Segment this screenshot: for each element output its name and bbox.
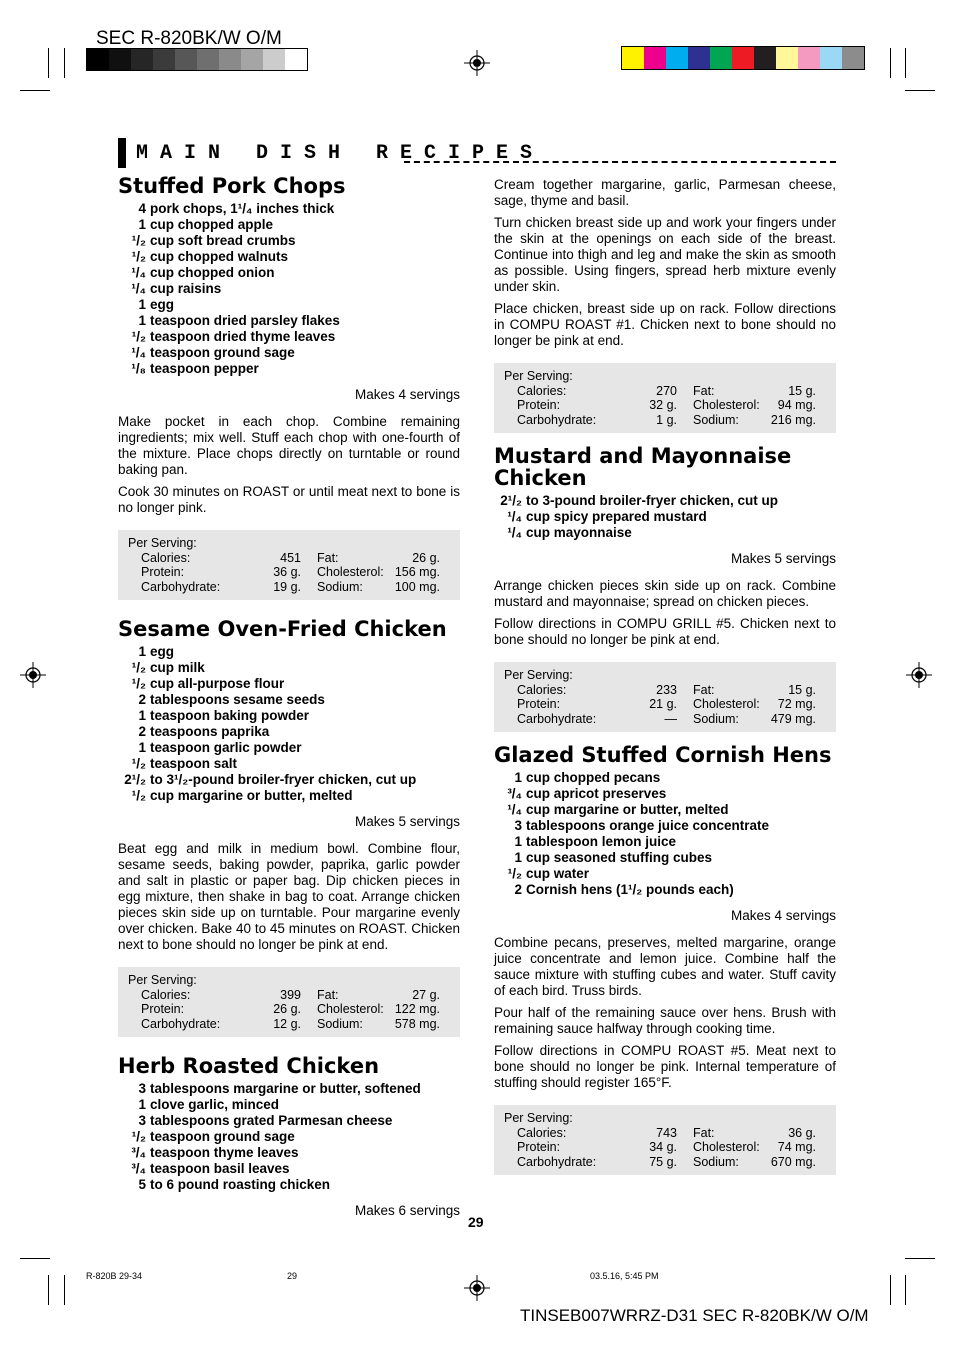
color-swatch bbox=[754, 47, 776, 69]
color-swatch bbox=[732, 47, 754, 69]
ingredient-list bbox=[118, 644, 460, 804]
nutrition-value: 578 mg. bbox=[394, 1016, 440, 1031]
nutrition-label: Fat: bbox=[693, 682, 715, 697]
nutrition-value: 100 mg. bbox=[394, 579, 440, 594]
nutrition-label: Protein: bbox=[141, 565, 185, 579]
color-swatch bbox=[241, 49, 263, 70]
ingredient-quantity: ¹/₄ bbox=[131, 281, 146, 296]
registration-mark-icon bbox=[464, 1275, 490, 1301]
ingredient-text: cup apricot preserves bbox=[526, 786, 667, 801]
ingredient-text: cup chopped pecans bbox=[526, 770, 661, 785]
ingredient-item bbox=[118, 740, 460, 756]
ingredient-text: tablespoons grated Parmesan cheese bbox=[150, 1113, 393, 1128]
footer-date-label: 03.5.16, 5:45 PM bbox=[590, 1271, 659, 1281]
color-swatch bbox=[798, 47, 820, 69]
directions-paragraph: Pour half of the remaining sauce over hens. Brush with remaining sauce halfway through cooking time. bbox=[494, 1005, 836, 1036]
nutrition-value: 21 g. bbox=[649, 697, 677, 711]
nutrition-label: Carbohydrate: bbox=[141, 1016, 221, 1031]
ingredient-text: cup chopped walnuts bbox=[150, 249, 289, 264]
ingredient-item bbox=[494, 770, 836, 786]
nutrition-heading: Per Serving: bbox=[504, 668, 573, 682]
color-swatch bbox=[666, 47, 688, 69]
nutrition-value: 270 bbox=[656, 383, 677, 398]
nutrition-value: 233 bbox=[656, 682, 677, 697]
ingredient-item bbox=[118, 1113, 460, 1129]
ingredient-text: clove garlic, minced bbox=[150, 1097, 280, 1112]
ingredient-quantity: ¹/₂ bbox=[131, 676, 146, 691]
nutrition-box bbox=[118, 967, 460, 1037]
recipe-title: Mustard and Mayonnaise Chicken bbox=[494, 444, 792, 490]
nutrition-label: Cholesterol: bbox=[693, 1140, 760, 1154]
nutrition-box bbox=[494, 1105, 836, 1175]
ingredient-text: teaspoon ground sage bbox=[150, 345, 295, 360]
crop-mark bbox=[890, 48, 891, 78]
recipe-title: Sesame Oven-Fried Chicken bbox=[118, 617, 447, 641]
nutrition-value: 36 g. bbox=[788, 1125, 816, 1140]
left-column bbox=[118, 175, 460, 1230]
ingredient-quantity: ¹/₄ bbox=[131, 265, 146, 280]
color-swatch bbox=[175, 49, 197, 70]
nutrition-value: 74 mg. bbox=[777, 1140, 816, 1154]
crop-mark bbox=[64, 1275, 65, 1305]
color-swatch bbox=[820, 47, 842, 69]
ingredient-item bbox=[118, 281, 460, 297]
nutrition-label: Cholesterol: bbox=[693, 398, 760, 412]
ingredient-quantity: ¹/₄ bbox=[507, 525, 522, 540]
ingredient-text: teaspoon dried thyme leaves bbox=[150, 329, 336, 344]
ingredient-quantity: ¹/₄ bbox=[131, 345, 146, 360]
directions-paragraph: Beat egg and milk in medium bowl. Combine flour, sesame seeds, baking powder, paprika, garlic powder and salt in plastic or paper bag. Dip chicken pieces in egg mixture, then shake in bag to coat. Arrange chicken pieces skin side up on turntable. Pour margarine evenly over chicken. Bake 40 to 45 minutes on ROAST. Chicken next to bone should no longer be pink at end. bbox=[118, 841, 460, 952]
nutrition-label: Calories: bbox=[517, 383, 567, 398]
ingredient-item bbox=[118, 329, 460, 345]
nutrition-label: Carbohydrate: bbox=[517, 1154, 597, 1169]
registration-mark-icon bbox=[906, 662, 932, 688]
ingredient-text: egg bbox=[150, 297, 175, 312]
nutrition-label: Fat: bbox=[693, 1125, 715, 1140]
ingredient-list bbox=[494, 493, 836, 541]
color-swatch bbox=[131, 49, 153, 70]
ingredient-item bbox=[118, 788, 460, 804]
color-swatch bbox=[153, 49, 175, 70]
ingredient-text: teaspoon baking powder bbox=[150, 708, 310, 723]
nutrition-value: 156 mg. bbox=[394, 565, 440, 579]
ingredient-text: cup water bbox=[526, 866, 590, 881]
ingredient-text: tablespoon lemon juice bbox=[526, 834, 677, 849]
nutrition-value: 94 mg. bbox=[777, 398, 816, 412]
ingredient-text: cup chopped apple bbox=[150, 217, 274, 232]
ingredient-quantity: 2 bbox=[138, 692, 146, 707]
crop-mark bbox=[905, 90, 935, 91]
nutrition-label: Fat: bbox=[693, 383, 715, 398]
nutrition-label: Protein: bbox=[141, 1002, 185, 1016]
ingredient-text: tablespoons margarine or butter, softened bbox=[150, 1081, 421, 1096]
section-title: MAIN DISH RECIPES bbox=[136, 141, 545, 165]
ingredient-item bbox=[118, 1097, 460, 1113]
ingredient-item bbox=[118, 297, 460, 313]
ingredient-text: teaspoon ground sage bbox=[150, 1129, 295, 1144]
ingredient-text: cup spicy prepared mustard bbox=[526, 509, 707, 524]
registration-mark-icon bbox=[20, 662, 46, 688]
footer-document-label: TINSEB007WRRZ-D31 SEC R-820BK/W O/M bbox=[520, 1306, 869, 1325]
ingredient-quantity: ¹/₂ bbox=[131, 660, 146, 675]
ingredient-text: teaspoon basil leaves bbox=[150, 1161, 290, 1176]
color-swatch bbox=[688, 47, 710, 69]
nutrition-label: Carbohydrate: bbox=[141, 579, 221, 594]
color-swatch bbox=[842, 47, 864, 69]
nutrition-value: 216 mg. bbox=[770, 412, 816, 427]
ingredient-text: cup raisins bbox=[150, 281, 222, 296]
right-column bbox=[494, 177, 836, 1187]
ingredient-item bbox=[118, 772, 460, 788]
nutrition-heading: Per Serving: bbox=[128, 973, 197, 987]
section-header bbox=[118, 138, 544, 168]
ingredient-quantity: ¹/₂ bbox=[131, 329, 146, 344]
ingredient-list bbox=[118, 201, 460, 377]
ingredient-item bbox=[118, 1161, 460, 1177]
ingredient-item bbox=[118, 361, 460, 377]
nutrition-label: Calories: bbox=[141, 550, 191, 565]
ingredient-text: to 6 pound roasting chicken bbox=[150, 1177, 331, 1192]
ingredient-item bbox=[118, 265, 460, 281]
color-swatch bbox=[219, 49, 241, 70]
ingredient-quantity: 1 bbox=[138, 297, 146, 312]
print-header-label: SEC R-820BK/W O/M bbox=[96, 28, 282, 49]
ingredient-quantity: ¹/₄ bbox=[507, 509, 522, 524]
ingredient-item bbox=[118, 233, 460, 249]
ingredient-item bbox=[494, 866, 836, 882]
ingredient-quantity: 1 bbox=[514, 834, 522, 849]
ingredient-item bbox=[118, 1129, 460, 1145]
ingredient-quantity: 1 bbox=[138, 1097, 146, 1112]
nutrition-label: Protein: bbox=[517, 697, 561, 711]
nutrition-label: Calories: bbox=[517, 1125, 567, 1140]
nutrition-value: 122 mg. bbox=[394, 1002, 440, 1016]
ingredient-quantity: 1 bbox=[138, 313, 146, 328]
recipe-title: Stuffed Pork Chops bbox=[118, 174, 346, 198]
ingredient-text: cup margarine or butter, melted bbox=[526, 802, 729, 817]
nutrition-value: 743 bbox=[656, 1125, 677, 1140]
directions-paragraph: Combine pecans, preserves, melted margarine, orange juice concentrate and lemon juice. Combine half the sauce mixture with stuffing cubes and water. Stuff cavity of each bird. Truss birds. bbox=[494, 935, 836, 998]
ingredient-quantity: 2 bbox=[514, 882, 522, 897]
nutrition-value: 1 g. bbox=[656, 412, 677, 427]
ingredient-quantity: 1 bbox=[138, 217, 146, 232]
directions-paragraph: Arrange chicken pieces skin side up on rack. Combine mustard and mayonnaise; spread on chicken pieces. bbox=[494, 578, 836, 609]
ingredient-item bbox=[118, 756, 460, 772]
ingredient-text: cup mayonnaise bbox=[526, 525, 632, 540]
grayscale-calibration-bar bbox=[86, 48, 308, 71]
nutrition-value: 36 g. bbox=[273, 565, 301, 579]
color-swatch bbox=[109, 49, 131, 70]
ingredient-item bbox=[118, 724, 460, 740]
ingredient-quantity: 1 bbox=[514, 770, 522, 785]
ingredient-quantity: 1 bbox=[138, 740, 146, 755]
ingredient-item bbox=[118, 313, 460, 329]
section-marker-bar bbox=[118, 138, 126, 168]
crop-mark bbox=[20, 1258, 50, 1259]
ingredient-text: cup chopped onion bbox=[150, 265, 275, 280]
directions-paragraph: Follow directions in COMPU ROAST #5. Meat next to bone should no longer be pink. Internal temperature of stuffing should register 165°F. bbox=[494, 1043, 836, 1090]
color-swatch bbox=[776, 47, 798, 69]
nutrition-label: Cholesterol: bbox=[317, 1002, 384, 1016]
page-number: 29 bbox=[468, 1214, 484, 1230]
ingredient-item bbox=[494, 493, 836, 509]
ingredient-text: tablespoons sesame seeds bbox=[150, 692, 325, 707]
ingredient-quantity: ¹/₂ bbox=[507, 866, 522, 881]
ingredient-item bbox=[118, 644, 460, 660]
nutrition-value: 670 mg. bbox=[770, 1154, 816, 1169]
ingredient-text: teaspoon pepper bbox=[150, 361, 259, 376]
nutrition-value: 12 g. bbox=[273, 1016, 301, 1031]
nutrition-label: Sodium: bbox=[317, 1016, 363, 1031]
nutrition-label: Sodium: bbox=[317, 579, 363, 594]
directions-paragraph: Make pocket in each chop. Combine remaining ingredients; mix well. Stuff each chop with one-fourth of the mixture. Place chops directly on turntable or round baking pan. bbox=[118, 414, 460, 477]
ingredient-quantity: ¹/₄ bbox=[507, 802, 522, 817]
ingredient-text: teaspoon salt bbox=[150, 756, 238, 771]
ingredient-text: teaspoon garlic powder bbox=[150, 740, 302, 755]
ingredient-item bbox=[494, 802, 836, 818]
ingredient-text: teaspoon thyme leaves bbox=[150, 1145, 299, 1160]
registration-mark-icon bbox=[464, 50, 490, 76]
nutrition-value: 15 g. bbox=[788, 682, 816, 697]
nutrition-label: Sodium: bbox=[693, 711, 739, 726]
nutrition-label: Fat: bbox=[317, 550, 339, 565]
color-calibration-bar bbox=[621, 46, 865, 70]
nutrition-value: 27 g. bbox=[412, 987, 440, 1002]
ingredient-item bbox=[494, 850, 836, 866]
crop-mark bbox=[905, 1275, 906, 1305]
ingredient-quantity: 5 bbox=[138, 1177, 146, 1192]
ingredient-quantity: 2¹/₂ bbox=[500, 493, 522, 508]
ingredient-text: egg bbox=[150, 644, 175, 659]
ingredient-item bbox=[118, 660, 460, 676]
directions-paragraph: Turn chicken breast side up and work your fingers under the skin at the openings on each side of the breast. Continue into thigh and leg and make the skin as smooth as possible. Using fingers, spread herb mixture evenly under skin. bbox=[494, 215, 836, 294]
ingredient-quantity: 3 bbox=[514, 818, 522, 833]
crop-mark bbox=[48, 1275, 49, 1305]
ingredient-item bbox=[494, 834, 836, 850]
servings-note: Makes 6 servings bbox=[354, 1203, 460, 1218]
ingredient-quantity: ³/₄ bbox=[131, 1161, 146, 1176]
ingredient-quantity: 3 bbox=[138, 1113, 146, 1128]
ingredient-item bbox=[494, 786, 836, 802]
recipe-title: Glazed Stuffed Cornish Hens bbox=[494, 743, 832, 767]
ingredient-quantity: 1 bbox=[514, 850, 522, 865]
ingredient-quantity: 1 bbox=[138, 708, 146, 723]
ingredient-item bbox=[494, 525, 836, 541]
ingredient-quantity: ¹/₈ bbox=[131, 361, 146, 376]
ingredient-item bbox=[118, 1145, 460, 1161]
footer-file-label: R-820B 29-34 bbox=[86, 1271, 143, 1281]
footer-page-label: 29 bbox=[287, 1271, 298, 1281]
ingredient-text: cup seasoned stuffing cubes bbox=[526, 850, 713, 865]
color-swatch bbox=[622, 47, 644, 69]
ingredient-quantity: ³/₄ bbox=[507, 786, 522, 801]
servings-note: Makes 4 servings bbox=[730, 908, 836, 923]
ingredient-item bbox=[118, 345, 460, 361]
ingredient-text: cup all-purpose flour bbox=[150, 676, 285, 691]
color-swatch bbox=[644, 47, 666, 69]
nutrition-heading: Per Serving: bbox=[128, 536, 197, 550]
nutrition-label: Sodium: bbox=[693, 1154, 739, 1169]
ingredient-text: cup milk bbox=[150, 660, 205, 675]
ingredient-quantity: 4 bbox=[138, 201, 146, 216]
nutrition-label: Fat: bbox=[317, 987, 339, 1002]
nutrition-box bbox=[494, 662, 836, 732]
ingredient-quantity: 3 bbox=[138, 1081, 146, 1096]
ingredient-text: cup soft bread crumbs bbox=[150, 233, 296, 248]
nutrition-value: 451 bbox=[280, 550, 301, 565]
ingredient-text: tablespoons orange juice concentrate bbox=[526, 818, 770, 833]
ingredient-text: Cornish hens (1¹/₂ pounds each) bbox=[526, 882, 734, 897]
crop-mark bbox=[20, 90, 50, 91]
nutrition-value: 26 g. bbox=[273, 1002, 301, 1016]
crop-mark bbox=[48, 48, 49, 78]
ingredient-item bbox=[118, 201, 460, 217]
ingredient-quantity: 1 bbox=[138, 644, 146, 659]
recipe-title: Herb Roasted Chicken bbox=[118, 1054, 380, 1078]
ingredient-quantity: ³/₄ bbox=[131, 1145, 146, 1160]
directions-paragraph: Follow directions in COMPU GRILL #5. Chicken next to bone should no longer be pink at end. bbox=[494, 616, 836, 647]
nutrition-heading: Per Serving: bbox=[504, 1111, 573, 1125]
color-swatch bbox=[285, 49, 307, 70]
nutrition-value: 72 mg. bbox=[777, 697, 816, 711]
nutrition-value: 19 g. bbox=[273, 579, 301, 594]
ingredient-item bbox=[118, 249, 460, 265]
servings-note: Makes 4 servings bbox=[354, 387, 460, 402]
color-swatch bbox=[197, 49, 219, 70]
nutrition-value: 34 g. bbox=[649, 1140, 677, 1154]
crop-mark bbox=[64, 48, 65, 78]
ingredient-item bbox=[118, 708, 460, 724]
directions-paragraph: Cook 30 minutes on ROAST or until meat next to bone is no longer pink. bbox=[118, 484, 460, 515]
ingredient-item bbox=[494, 509, 836, 525]
nutrition-box bbox=[494, 363, 836, 433]
ingredient-text: to 3-pound broiler-fryer chicken, cut up bbox=[526, 493, 779, 508]
color-swatch bbox=[710, 47, 732, 69]
nutrition-label: Carbohydrate: bbox=[517, 711, 597, 726]
nutrition-value: 32 g. bbox=[649, 398, 677, 412]
ingredient-text: cup margarine or butter, melted bbox=[150, 788, 353, 803]
ingredient-item bbox=[118, 1081, 460, 1097]
nutrition-box bbox=[118, 530, 460, 600]
ingredient-text: teaspoons paprika bbox=[150, 724, 270, 739]
ingredient-item bbox=[494, 882, 836, 898]
ingredient-quantity: ¹/₂ bbox=[131, 233, 146, 248]
ingredient-quantity: ¹/₂ bbox=[131, 788, 146, 803]
ingredient-item bbox=[118, 1177, 460, 1193]
ingredient-text: teaspoon dried parsley flakes bbox=[150, 313, 340, 328]
ingredient-quantity: ¹/₂ bbox=[131, 249, 146, 264]
nutrition-value: 15 g. bbox=[788, 383, 816, 398]
directions-paragraph: Cream together margarine, garlic, Parmesan cheese, sage, thyme and basil. bbox=[494, 177, 836, 208]
nutrition-value: 26 g. bbox=[412, 550, 440, 565]
nutrition-value: 479 mg. bbox=[770, 711, 816, 726]
ingredient-text: to 3¹/₂-pound broiler-fryer chicken, cut up bbox=[150, 772, 417, 787]
ingredient-quantity: 2 bbox=[138, 724, 146, 739]
nutrition-label: Protein: bbox=[517, 398, 561, 412]
servings-note: Makes 5 servings bbox=[730, 551, 836, 566]
nutrition-heading: Per Serving: bbox=[504, 369, 573, 383]
ingredient-item bbox=[118, 217, 460, 233]
nutrition-value: — bbox=[664, 711, 677, 726]
nutrition-label: Cholesterol: bbox=[317, 565, 384, 579]
color-swatch bbox=[87, 49, 109, 70]
crop-mark bbox=[905, 1258, 935, 1259]
ingredient-list bbox=[118, 1081, 460, 1193]
nutrition-label: Cholesterol: bbox=[693, 697, 760, 711]
ingredient-list bbox=[494, 770, 836, 898]
nutrition-value: 75 g. bbox=[649, 1154, 677, 1169]
nutrition-label: Sodium: bbox=[693, 412, 739, 427]
ingredient-item bbox=[118, 692, 460, 708]
nutrition-label: Calories: bbox=[141, 987, 191, 1002]
color-swatch bbox=[263, 49, 285, 70]
nutrition-value: 399 bbox=[280, 987, 301, 1002]
ingredient-text: pork chops, 1¹/₄ inches thick bbox=[150, 201, 335, 216]
ingredient-quantity: 2¹/₂ bbox=[124, 772, 146, 787]
ingredient-quantity: ¹/₂ bbox=[131, 1129, 146, 1144]
servings-note: Makes 5 servings bbox=[354, 814, 460, 829]
nutrition-label: Calories: bbox=[517, 682, 567, 697]
crop-mark bbox=[905, 48, 906, 78]
ingredient-item bbox=[118, 676, 460, 692]
ingredient-item bbox=[494, 818, 836, 834]
directions-paragraph: Place chicken, breast side up on rack. Follow directions in COMPU ROAST #1. Chicken next to bone should no longer be pink at end. bbox=[494, 301, 836, 348]
ingredient-quantity: ¹/₂ bbox=[131, 756, 146, 771]
nutrition-label: Carbohydrate: bbox=[517, 412, 597, 427]
crop-mark bbox=[890, 1275, 891, 1305]
section-divider bbox=[404, 161, 836, 163]
nutrition-label: Protein: bbox=[517, 1140, 561, 1154]
